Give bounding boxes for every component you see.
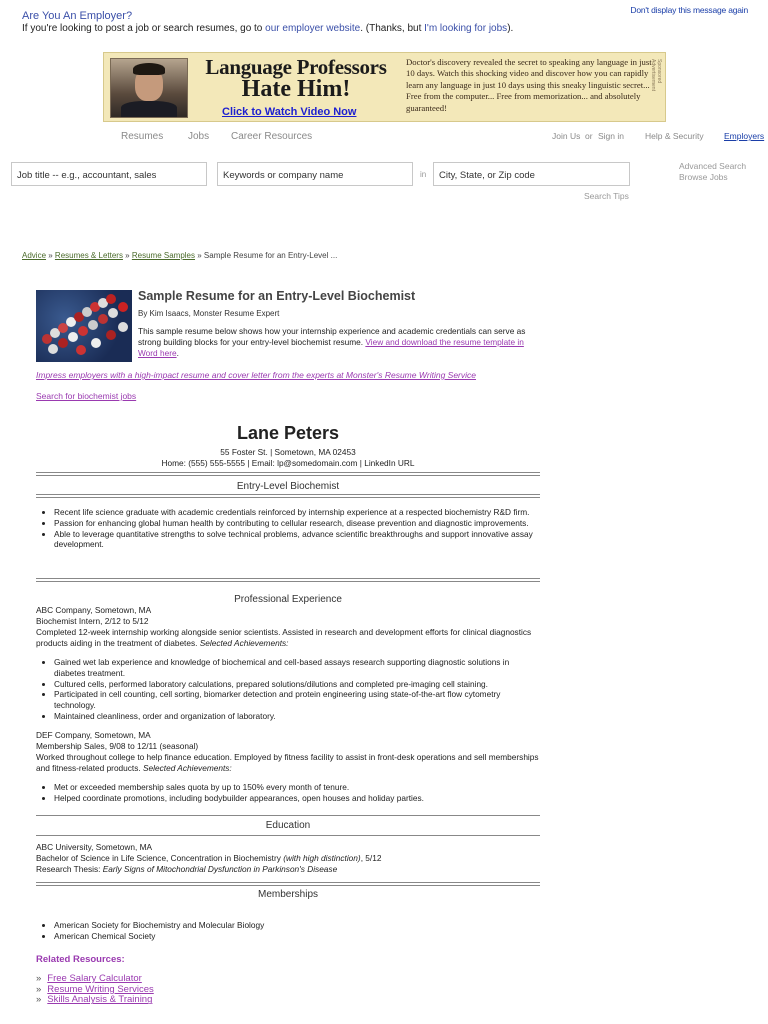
resume-name: Lane Peters	[236, 423, 340, 443]
dismiss-message-link[interactable]: Don't display this message again	[630, 5, 748, 15]
edu-degree	[36, 853, 540, 864]
memberships-heading: Memberships	[257, 889, 319, 900]
related-item	[36, 995, 154, 1006]
thesis-title: Early Signs of Mitochondrial Dysfunction in Parkinson's Disease	[102, 864, 338, 874]
breadcrumb: Advice » Resumes & Letters » Resume Samples » Sample Resume for an Entry-Level ...	[22, 251, 338, 260]
search-biochemist-jobs-link[interactable]: Search for biochemist jobs	[36, 391, 137, 401]
job2-achievements	[36, 782, 542, 804]
ad-banner[interactable]	[103, 52, 666, 122]
job2-selected-label: Selected Achievements:	[143, 763, 232, 773]
search-links	[679, 161, 746, 183]
ad-cta-link[interactable]: Click to Watch Video Now	[222, 106, 357, 118]
nav-or-text: or	[585, 131, 593, 141]
resume-contact-line: Home: (555) 555-5555 | Email: lp@somedomain.com | LinkedIn URL	[161, 458, 415, 468]
divider	[36, 835, 540, 836]
notice-text-mid: . (Thanks, but	[360, 23, 422, 34]
ad-headline-line1: Language Professors	[205, 55, 387, 79]
location-input[interactable]: City, State, or Zip code	[433, 162, 630, 186]
divider	[36, 815, 540, 816]
experience-heading: Professional Experience	[234, 594, 342, 605]
salary-calculator-link[interactable]: Free Salary Calculator	[47, 973, 142, 984]
arrow-icon: »	[36, 973, 42, 984]
list-item: • American Society for Biochemistry and Molecular Biology	[54, 920, 542, 931]
divider	[36, 472, 540, 476]
job2-title: Membership Sales, 9/08 to 12/11 (seasonal)	[36, 741, 199, 751]
article-title: Sample Resume for an Entry-Level Biochemist	[138, 289, 416, 303]
edu-school: ABC University, Sometown, MA	[36, 842, 153, 852]
arrow-icon: »	[36, 983, 42, 995]
search-tips-link[interactable]: Search Tips	[584, 191, 629, 201]
skills-analysis-link[interactable]: Skills Analysis & Training	[47, 994, 153, 1006]
resume-writing-service-link[interactable]: Impress employers with a high-impact resume and cover letter from the experts at Monster's Resume Writing Service	[36, 370, 477, 380]
article-description: This sample resume below shows how your internship experience and academic credentials can serve as strong building blocks for your entry-level biochemist resume. View and download the resume template in Word here.	[138, 326, 526, 358]
summary-list	[36, 507, 542, 550]
join-us-link[interactable]: Join Us	[552, 131, 581, 141]
job1-selected-label: Selected Achievements:	[199, 638, 289, 648]
list-item: • Gained wet lab experience and knowledge of biochemical and cell-based assays research supporting diagnostic solutions in diabetes treatment.	[54, 657, 542, 679]
job2-description	[36, 752, 540, 774]
help-security-link[interactable]: Help & Security	[645, 131, 704, 141]
template-download-link[interactable]: View and download the resume template in Word here	[138, 337, 524, 358]
divider	[36, 882, 540, 886]
list-item: • American Chemical Society	[54, 931, 542, 942]
ad-headline-line2: Hate Him!	[241, 76, 351, 102]
job1-company: ABC Company, Sometown, MA	[36, 605, 152, 615]
resume-headline: Entry-Level Biochemist	[236, 481, 340, 492]
related-resources-list	[36, 974, 154, 1006]
resume-contact	[36, 447, 540, 469]
list-item: • Recent life science graduate with academic credentials reinforced by internship experience at a respected biochemistry R&D firm.	[54, 507, 542, 518]
nav-resumes[interactable]: Resumes	[121, 131, 164, 142]
notice-text-pre: If you're looking to post a job or search resumes, go to	[22, 23, 263, 34]
job-title-input[interactable]: Job title -- e.g., accountant, sales	[11, 162, 207, 186]
list-item: • Met or exceeded membership sales quota by up to 150% every month of tenure.	[54, 782, 542, 793]
related-resources-heading: Related Resources:	[36, 954, 125, 965]
job1-description	[36, 627, 540, 649]
job2-block	[36, 730, 540, 774]
job2-description-text: Worked throughout college to help finance education. Employed by fitness facility to assist in front-desk operations and sell memberships and fitness-related products.	[36, 752, 539, 773]
breadcrumb-advice[interactable]: Advice	[22, 251, 47, 260]
edu-honors: (with high distinction)	[283, 853, 361, 863]
list-item: • Cultured cells, performed laboratory calculations, prepared solutions/dilutions and completed pre-imaging cell staining.	[54, 679, 542, 690]
education-heading: Education	[265, 820, 311, 831]
employer-notice	[22, 23, 513, 34]
sign-in-link[interactable]: Sign in	[598, 131, 624, 141]
memberships-list	[36, 920, 542, 942]
advanced-search-link[interactable]: Advanced Search	[679, 161, 747, 171]
employer-website-link[interactable]: our employer website	[265, 23, 361, 34]
employers-link[interactable]: Employers	[724, 131, 765, 141]
nav-jobs[interactable]: Jobs	[188, 131, 210, 142]
job2-company: DEF Company, Sometown, MA	[36, 730, 151, 740]
education-block	[36, 842, 540, 875]
list-item: • Helped coordinate promotions, including bodybuilder appearances, open houses and holiday parties.	[54, 793, 542, 804]
resume-writing-services-link[interactable]: Resume Writing Services	[47, 983, 154, 995]
list-item: • Participated in cell counting, cell sorting, biomarker detection and protein engineering using state-of-the-art flow cytometry technology.	[54, 689, 542, 711]
breadcrumb-current: Sample Resume for an Entry-Level ...	[203, 251, 338, 260]
employer-question: Are You An Employer?	[22, 10, 133, 22]
edu-thesis	[36, 864, 540, 875]
job1-block	[36, 605, 540, 649]
breadcrumb-resume-samples[interactable]: Resume Samples	[131, 251, 195, 260]
ad-vertical-label: Sponsored Advertisement	[650, 59, 662, 91]
edu-date: , 5/12	[360, 853, 382, 863]
arrow-icon: »	[36, 994, 42, 1006]
breadcrumb-resumes-letters[interactable]: Resumes & Letters	[54, 251, 123, 260]
ad-photo	[110, 58, 188, 118]
resume-address: 55 Foster St. | Sometown, MA 02453	[220, 447, 356, 457]
divider	[36, 494, 540, 498]
job1-description-text: Completed 12-week internship working alongside senior scientists. Assisted in research and development efforts for clinical diagnostics products aiding in the treatment of diabetes.	[36, 627, 532, 648]
job1-title: Biochemist Intern, 2/12 to 5/12	[36, 616, 149, 626]
looking-for-jobs-link[interactable]: I'm looking for jobs	[424, 23, 508, 34]
keywords-input[interactable]: Keywords or company name	[217, 162, 413, 186]
nav-career-resources[interactable]: Career Resources	[231, 131, 313, 142]
list-item: • Maintained cleanliness, order and organization of laboratory.	[54, 711, 542, 722]
ad-headline	[196, 56, 396, 100]
browse-jobs-link[interactable]: Browse Jobs	[679, 172, 728, 182]
article-byline: By Kim Isaacs, Monster Resume Expert	[138, 309, 280, 318]
list-item: • Able to leverage quantitative strengths to solve technical problems, advance scientific breakthroughs and support innovative assay development.	[54, 529, 542, 551]
divider	[36, 578, 540, 582]
ad-copy: Doctor's discovery revealed the secret to speaking any language in just 10 days. Watch this shocking video and discover how you can rapidly learn any language in just 10 days using this sneaky linguistic secret... Free from the computer... Free from memorization... and absolutely guaranteed!	[406, 57, 652, 113]
job1-achievements	[36, 657, 542, 722]
notice-text-post: ).	[507, 23, 514, 34]
dna-image	[36, 290, 132, 362]
thesis-label: Research Thesis:	[36, 864, 101, 874]
in-label: in	[420, 170, 427, 179]
article-description-text: This sample resume below shows how your internship experience and academic credentials can serve as strong building blocks for your entry-level biochemist resume.	[138, 326, 526, 347]
edu-degree-text: Bachelor of Science in Life Science, Concentration in Biochemistry	[36, 853, 281, 863]
list-item: • Passion for enhancing global human health by contributing to cellular research, disease prevention and diagnostic improvements.	[54, 518, 542, 529]
